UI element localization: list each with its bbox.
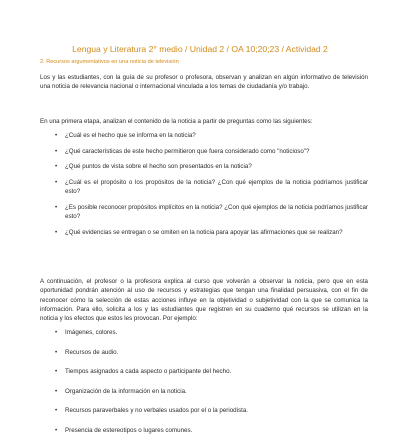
resource-text: Recursos paraverbales y no verbales usados por el o la periodista. bbox=[65, 407, 248, 415]
resource-list bbox=[55, 328, 368, 446]
bullet-icon: • bbox=[55, 163, 58, 171]
question-text: ¿Es posible reconocer propósitos implícitos en la noticia? ¿Con qué ejemplos de la noticia podríamos justificar esto? bbox=[65, 204, 368, 221]
question-text: ¿Cuál es el hecho que se informa en la noticia? bbox=[65, 132, 196, 139]
question-item bbox=[55, 203, 368, 222]
bullet-icon: • bbox=[55, 426, 58, 434]
document-title: Lengua y Literatura 2° medio / Unidad 2 / OA 10;20;23 / Actividad 2 bbox=[72, 44, 328, 54]
resource-item bbox=[55, 387, 368, 396]
question-text: ¿Qué evidencias se entregan o se omiten en la noticia para apoyar las afirmaciones que se realizan? bbox=[65, 229, 343, 237]
question-item bbox=[55, 178, 368, 197]
resource-item bbox=[55, 328, 368, 337]
bullet-icon: • bbox=[55, 329, 58, 336]
resource-text: Recursos de audio. bbox=[65, 348, 119, 356]
question-text: ¿Qué puntos de vista sobre el hecho son presentados en la noticia? bbox=[65, 163, 252, 171]
bullet-icon: • bbox=[55, 368, 58, 376]
stage-paragraph: En una primera etapa, analizan el contenido de la noticia a partir de preguntas como las siguientes: bbox=[40, 118, 313, 125]
resource-item bbox=[55, 367, 368, 376]
question-item bbox=[55, 131, 368, 140]
bullet-icon: • bbox=[55, 147, 58, 155]
question-item bbox=[55, 228, 368, 237]
bullet-icon: • bbox=[55, 132, 58, 139]
section-subtitle: 2. Recursos argumentativos en una noticia de televisión bbox=[40, 59, 179, 65]
resource-text: Tiempos asignados a cada aspecto o participante del hecho. bbox=[65, 368, 232, 376]
bullet-icon: • bbox=[55, 204, 58, 212]
resource-text: Organización de la información en la noticia. bbox=[65, 387, 187, 395]
question-item bbox=[55, 147, 368, 156]
resource-item bbox=[55, 426, 368, 435]
continuation-paragraph: A continuación, el profesor o la profesora explica al curso que volverán a observar la noticia, pero que en esta oportunidad pondrán atención al uso de recursos y estrategias que tengan una finalidad persuasiva, con el fin de reconocer cómo la selección de estas acciones influye en la objetividad o subjetividad con la que se comunica la información. Para ello, solicita a los y las estudiantes que registren en su cuaderno qué recursos se utilizan en la noticia y los efectos que estos les provocan. Por ejemplo: bbox=[40, 278, 368, 323]
bullet-icon: • bbox=[55, 407, 58, 415]
bullet-icon: • bbox=[55, 348, 58, 356]
question-item bbox=[55, 162, 368, 171]
resource-text: Imágenes, colores. bbox=[65, 329, 118, 336]
question-text: ¿Qué características de este hecho permitieron que fuera considerado como "noticioso"? bbox=[65, 147, 310, 155]
bullet-icon: • bbox=[55, 179, 58, 187]
question-text: ¿Cuál es el propósito o los propósitos de la noticia? ¿Con qué ejemplos de la noticia podríamos justificar esto? bbox=[65, 179, 368, 196]
bullet-icon: • bbox=[55, 229, 58, 237]
question-list bbox=[55, 131, 368, 244]
resource-item bbox=[55, 406, 368, 415]
resource-item bbox=[55, 348, 368, 357]
intro-paragraph: Los y las estudiantes, con la guía de su profesor o profesora, observan y analizan en algún informativo de televisión una noticia de relevancia nacional o internacional vinculada a los temas de ciudadanía y/o trabajo. bbox=[40, 74, 368, 91]
resource-text: Presencia de estereotipos o lugares comunes. bbox=[65, 426, 193, 434]
bullet-icon: • bbox=[55, 387, 58, 395]
